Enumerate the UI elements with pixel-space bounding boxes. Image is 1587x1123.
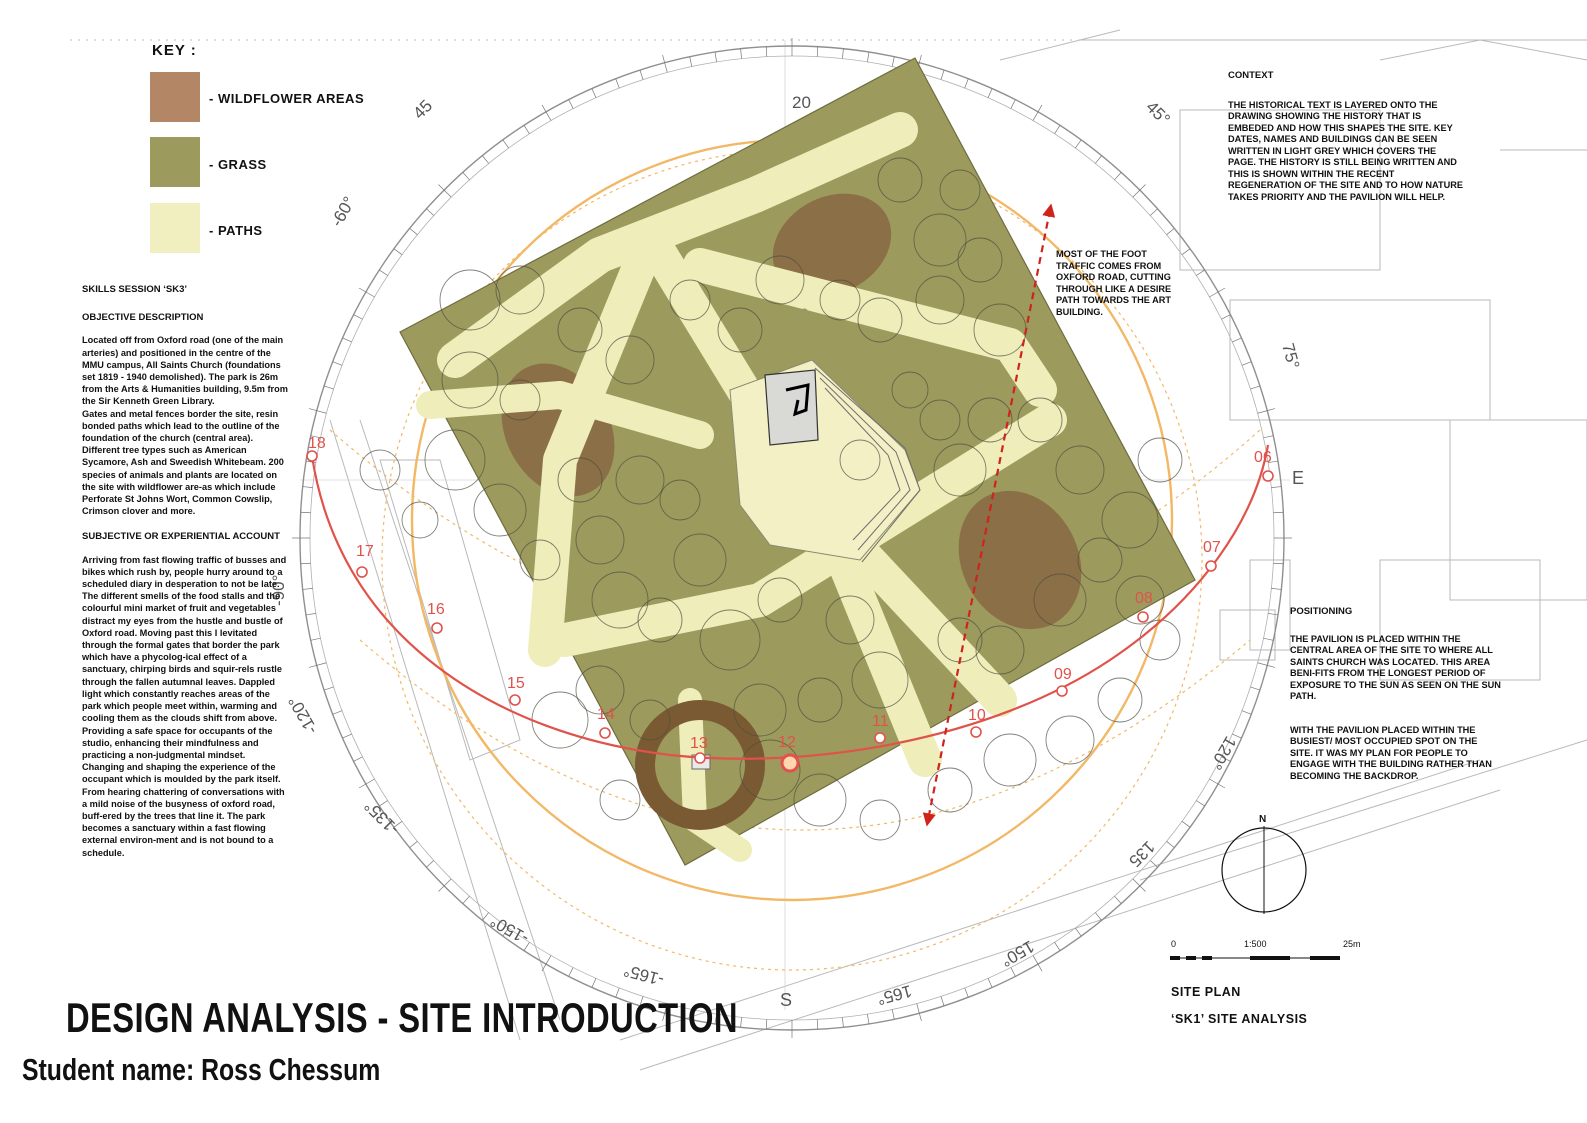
ring-tick [301,512,311,513]
scale-end: 25m [1343,939,1361,949]
angle-label: -150° [487,911,532,948]
sun-hour-label: 06 [1254,449,1272,466]
ring-tick [867,52,869,62]
ring-tick [524,125,529,133]
ring-tick [1271,487,1281,488]
angle-label: 75° [1278,341,1304,371]
foot-traffic-note: MOST OF THE FOOT TRAFFIC COMES FROM OXFORD ROAD, CUTTING THROUGH LIKE A DESIRE PATH TOWARDS THE ART BUILDING. [1056,249,1172,317]
ring-tick [941,996,944,1006]
ring-tick [817,1019,818,1029]
ring-tick [592,978,596,987]
tree [984,734,1036,786]
sun-hour-marker [1263,471,1273,481]
ring-tick [988,89,992,98]
tree [360,450,400,490]
sun-hour-label: 18 [308,435,326,452]
positioning-block [1290,606,1502,782]
ring-tick [1196,270,1204,275]
ring-tick [303,487,313,488]
ring-tick [1115,172,1122,179]
tree [1098,678,1142,722]
ring-tick [1221,315,1230,320]
ring-tick [333,362,342,366]
angle-label: 20 [792,93,811,112]
ring-tick [892,57,894,67]
ring-tick [379,270,387,275]
sun-hour-label: 07 [1203,539,1221,556]
ring-tick [1242,711,1251,715]
ring-tick [867,1014,869,1024]
angle-label: 120° [1205,733,1240,773]
ring-tick [941,70,944,80]
ring-tick [766,47,767,57]
context-block [1228,70,1466,203]
context-heading: CONTEXT [1228,70,1274,81]
ring-tick [842,1017,843,1027]
ring-tick [1196,801,1204,806]
sun-hour-label: 13 [690,735,708,752]
ring-tick [842,49,843,59]
angle-label: 45° [1142,97,1174,130]
ring-tick [324,386,334,389]
ring-tick [988,978,992,987]
ring-tick [741,49,742,59]
sun-hour-marker [307,451,317,461]
scale-zero: 0 [1171,939,1177,949]
sun-hour-label: 17 [356,543,374,560]
key-label-wildflower: - WILDFLOWER AREAS [209,91,365,106]
subjective-heading: SUBJECTIVE OR EXPERIENTIAL ACCOUNT [82,531,280,543]
ring-tick [1095,156,1101,164]
ring-tick [306,613,316,615]
ring-tick [965,79,969,88]
ring-tick [410,228,418,234]
sun-hour-marker [1138,612,1148,622]
objective-text: Located off from Oxford road (one of the main arteries) and positioned in the centre of the MMU campus, All Saints Church (foundations set 1819 - 1940 demolished). The park is 26m from the Arts & Humanities building, 9.5m from the Sir Kenneth Green Library. [82,335,288,407]
key-swatch-grass [150,137,200,187]
ring-tick [640,70,643,80]
ring-tick [333,711,342,715]
ring-tick [1232,338,1241,342]
sun-hour-marker [782,755,798,771]
tree [860,800,900,840]
sun-hour-marker [971,727,981,737]
ring-tick [1075,140,1081,148]
ring-tick [965,988,969,997]
key-label-grass: - GRASS [209,157,267,172]
ring-tick [503,140,509,148]
ring-tick [1250,386,1260,389]
ring-tick [1273,512,1283,513]
compass-east-label: E [1292,468,1305,488]
pavilion [765,370,818,445]
ring-tick [690,57,692,67]
sun-hour-marker [1057,686,1067,696]
tree [402,502,438,538]
sun-hour-label: 15 [507,675,525,692]
positioning-text-2: WITH THE PAVILION PLACED WITHIN THE BUSIEST/ MOST OCCUPIED SPOT ON THE SITE. IT WAS MY PLAN FOR PEOPLE TO ENGAGE WITH THE BUILDING RATHER THAN BECOMING THE BACKDROP. [1290,724,1492,781]
subjective-text: Arriving from fast flowing traffic of busses and bikes which rush by, people hurry around to a scheduled diary in desperation to not be late. The different smells of the food stalls and the colourful mini market of fruit and vegetables distract my eyes from the hustle and bustle of Oxford road. Moving past this I levitated through the formal gates that border the park which have a phycolog-ical effect of a sanctuary, chirping birds and squir-rels rustle through the fallen autumnal leaves. Dappled light which constantly reaches areas of the park which people meet within, warming and cooling them as the clouds shift from above. Providing a safe space for occupants of the studio, enhancing their mindfulness and practicing a non-judgmental mindset. Changing and shaping the experience of the occupant which is moulded by the park itself. From hearing chattering of conversations with a mild noise of the busyness of oxford road, buff-ered by the trees that line it. The park becomes a sanctuary within a fast flowing external environ-ment and is not bound to a schedule. [82,554,287,858]
ring-tick [343,338,352,342]
ring-tick [354,757,363,762]
ring-tick [324,687,334,690]
sun-hour-marker [600,728,610,738]
student-name: Student name: Ross Chessum [22,1052,381,1087]
tree [1138,438,1182,482]
angle-label: 165° [874,981,914,1009]
key-title: KEY : [152,42,197,59]
tree [1140,620,1180,660]
angle-label: -165° [621,960,667,990]
angle-label: 135 [1125,837,1159,871]
positioning-heading: POSITIONING [1290,606,1353,617]
ring-tick [482,913,488,921]
ring-tick [1263,638,1273,640]
ring-tick [303,588,313,589]
ring-tick [438,184,451,197]
angle-label: -120° [284,692,322,738]
site-plan-subtitle: ‘SK1’ SITE ANALYSIS [1171,1012,1308,1026]
ring-tick [715,52,717,62]
angle-label: 150° [997,936,1038,971]
sun-hour-label: 09 [1054,666,1072,683]
ring-tick [1182,821,1190,827]
ring-tick [410,841,418,847]
sun-hour-label: 11 [872,713,889,730]
north-label: N [1259,814,1267,825]
angle-label: 45 [409,96,437,123]
sun-hour-marker [875,733,885,743]
key-label-paths: - PATHS [209,223,263,238]
session-title: SKILLS SESSION ‘SK3’ [82,284,188,295]
key-swatch-wildflower [150,72,200,122]
ring-tick [1055,125,1060,133]
ring-tick [482,156,488,164]
ring-tick [426,861,433,868]
scale-ratio: 1:500 [1244,939,1267,949]
ring-tick [1055,942,1060,950]
north-arrow [1222,814,1306,914]
tree [1046,716,1094,764]
angle-label: -135° [360,796,403,839]
sun-hour-marker [695,753,705,763]
ring-tick [1115,896,1122,903]
ring-tick [592,89,596,98]
ring-tick [354,315,363,320]
ring-tick [1075,928,1081,936]
scale-bar [1170,939,1361,960]
ring-tick [301,563,311,564]
ring-tick [1167,841,1175,847]
angle-label: -60° [327,193,360,230]
positioning-text: THE PAVILION IS PLACED WITHIN THE CENTRAL AREA OF THE SITE TO WHERE ALL SAINTS CHURCH WAS LOCATED. THIS AREA BENI-FITS FROM THE LONGEST PERIOD OF EXPOSURE TO THE SUN AS SEEN ON THE SUN PATH. [1290,633,1501,701]
context-text: THE HISTORICAL TEXT IS LAYERED ONTO THE DRAWING SHOWING THE HISTORY THAT IS EMBEDED AND HOW THIS SHAPES THE SITE. KEY DATES, NAMES AND BUILDINGS CAN BE SEEN WRITTEN IN LIGHT GREY WHICH COVERS THE PAGE. THE HISTORY IS STILL BEING WRITTEN AND THIS IS SHOWN WITHIN THE RECENT REGENERATION OF THE SITE AND TO HOW NATURE TAKES PRIORITY AND THE PAVILION WILL HELP. [1228,99,1463,202]
ring-tick [741,1017,742,1027]
ring-tick [311,638,321,640]
sun-hour-marker [1206,561,1216,571]
tree [600,780,640,820]
ring-tick [1273,563,1283,564]
ring-tick [463,172,470,179]
ring-tick [1095,913,1101,921]
ring-tick [1250,687,1260,690]
ring-tick [1263,436,1273,438]
sun-hour-label: 16 [427,601,445,618]
angle-label: -90° [269,574,288,606]
sun-hour-marker [510,695,520,705]
sun-hour-marker [432,623,442,633]
ring-tick [438,879,451,892]
sun-hour-label: 08 [1135,590,1153,607]
key-swatch-paths [150,203,200,253]
objective-heading: OBJECTIVE DESCRIPTION [82,312,204,324]
angle-label: 60 [790,305,809,324]
sun-hour-marker [357,567,367,577]
left-description [82,284,290,873]
ring-tick [463,896,470,903]
ring-tick [1167,228,1175,234]
ring-tick [1242,362,1251,366]
ring-tick [569,100,574,109]
ring-tick [1271,588,1281,589]
ring-tick [817,47,818,57]
ring-tick [616,79,620,88]
ring-tick [1011,100,1016,109]
ring-tick [1268,613,1278,615]
ring-tick [1133,184,1146,197]
sun-hour-label: 14 [597,706,615,723]
page-title: DESIGN ANALYSIS - SITE INTRODUCTION [66,994,738,1041]
ring-tick [1150,209,1157,216]
ring-tick [892,1009,894,1019]
site-plan-title: SITE PLAN [1171,985,1241,999]
ring-tick [394,249,402,255]
objective-text-2: Gates and metal fences border the site, resin bonded paths which lead to the outline of the foundation of the church (central area). Different tree types such as American Sycamore, Ash and Sweedish Whitebeam. 200 species of animals and plants are located on the site with wildflower are-as which include Perforate St Johns Wort, Common Cowslip, Crimson clover and more. [82,408,284,517]
sun-hour-label: 12 [778,734,796,751]
ring-tick [1232,734,1241,738]
compass-south-label: S [780,990,793,1010]
ring-tick [766,1019,767,1029]
tree [532,692,588,748]
ring-tick [426,209,433,216]
sun-hour-label: 10 [968,707,986,724]
ring-tick [343,734,352,738]
ring-tick [569,967,574,976]
ring-tick [1133,879,1146,892]
